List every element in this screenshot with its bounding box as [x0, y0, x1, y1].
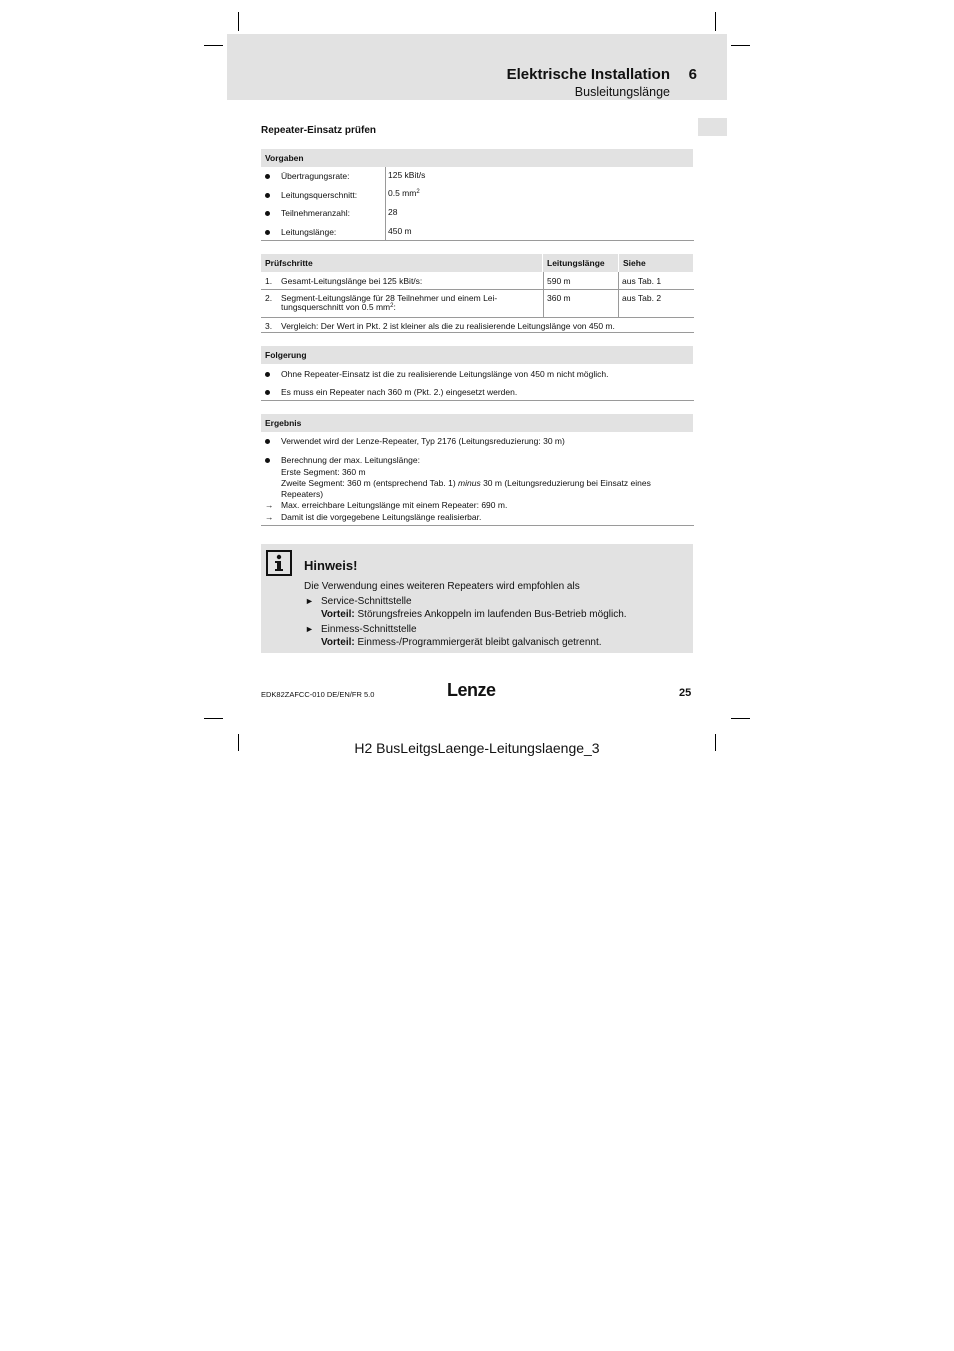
note-item-text: Vorteil: Einmess-/Programmiergerät bleibt galvanisch getrennt. — [321, 637, 602, 648]
table-divider — [618, 272, 619, 317]
vorgaben-value: 0.5 $mm^2$ — [388, 188, 420, 198]
ergebnis-item: Repeaters) — [281, 489, 324, 499]
pruefschritte-header: Prüfschritte — [261, 254, 542, 272]
document-id: EDK82ZAFCC-010 DE/EN/FR 5.0 — [261, 690, 375, 699]
note-item-label: Service-Schnittstelle — [321, 596, 412, 607]
table-rule — [261, 332, 694, 333]
note-item-label: Einmess-Schnittstelle — [321, 624, 417, 635]
ergebnis-item: Berechnung der max. Leitungslänge: — [281, 455, 420, 465]
vorgaben-value: 125 kBit/s — [388, 170, 426, 180]
ergebnis-header: Ergebnis — [261, 414, 693, 432]
step-length: 360 m — [547, 293, 571, 303]
bullet-icon — [265, 372, 270, 377]
ergebnis-item: Zweite Segment: 360 m (entsprechend Tab. 1) minus 30 m (Leitungsreduzierung bei Einsatz eines — [281, 478, 651, 488]
step-number: 1. — [265, 276, 273, 286]
bullet-icon — [265, 458, 270, 463]
page-caption: H2 BusLeitgsLaenge-Leitungslaenge_3 — [354, 740, 600, 756]
table-rule — [261, 525, 694, 526]
ergebnis-result: Max. erreichbare Leitungslänge mit einem Repeater: 690 m. — [281, 500, 508, 510]
step-text: Vergleich: Der Wert in Pkt. 2 ist kleiner als die zu realisierende Leitungslänge von 450 m. — [281, 321, 615, 331]
table-rule — [261, 240, 694, 241]
side-tab-marker — [698, 118, 727, 136]
bullet-icon — [265, 439, 270, 444]
vorgaben-value: 28 — [388, 207, 398, 217]
crop-mark — [715, 12, 716, 31]
arrow-icon: → — [265, 500, 274, 510]
page-header — [227, 34, 727, 100]
note-item-text: Vorteil: Störungsfreies Ankoppeln im laufenden Bus-Betrieb möglich. — [321, 609, 627, 620]
siehe-header: Siehe — [619, 254, 693, 272]
vorgaben-label: Teilnehmeranzahl: — [281, 208, 350, 218]
step-ref: aus Tab. 2 — [622, 293, 662, 303]
triangle-right-icon: ► — [305, 596, 314, 606]
arrow-icon: → — [265, 512, 274, 522]
bullet-icon — [265, 193, 270, 198]
step-number: 2. — [265, 293, 273, 303]
crop-mark — [238, 12, 239, 31]
folgerung-item: Es muss ein Repeater nach 360 m (Pkt. 2.) eingesetzt werden. — [281, 387, 518, 397]
ergebnis-result: Damit ist die vorgegebene Leitungslänge realisierbar. — [281, 512, 482, 522]
page-number: 25 — [679, 687, 692, 699]
bullet-icon — [265, 390, 270, 395]
table-rule — [261, 317, 694, 318]
chapter-number: 6 — [688, 66, 697, 83]
table-rule — [261, 289, 694, 290]
vorgaben-label: Leitungsquerschnitt: — [281, 190, 358, 200]
crop-mark — [204, 718, 223, 719]
folgerung-header: Folgerung — [261, 346, 693, 364]
vorgaben-value: 450 m — [388, 226, 412, 236]
ergebnis-item: Verwendet wird der Lenze-Repeater, Typ 2176 (Leitungsreduzierung: 30 m) — [281, 436, 565, 446]
section-title: Repeater-Einsatz prüfen — [261, 125, 377, 136]
note-title: Hinweis! — [304, 558, 358, 573]
step-number: 3. — [265, 321, 273, 331]
step-text: tungsquerschnitt von 0.5 $mm^2$: — [281, 302, 396, 312]
folgerung-item: Ohne Repeater-Einsatz ist die zu realisierende Leitungslänge von 450 m nicht möglich. — [281, 369, 609, 379]
table-divider — [543, 272, 544, 317]
lenze-logo: Lenze — [447, 680, 496, 700]
bullet-icon — [265, 230, 270, 235]
crop-mark — [204, 45, 223, 46]
bullet-icon — [265, 211, 270, 216]
step-text: Gesamt-Leitungslänge bei 125 kBit/s: — [281, 276, 423, 286]
vorgaben-label: Leitungslänge: — [281, 227, 337, 237]
bullet-icon — [265, 174, 270, 179]
header-subtitle: Busleitungslänge — [574, 85, 670, 99]
ergebnis-item: Erste Segment: 360 m — [281, 467, 366, 477]
leitungslaenge-header: Leitungslänge — [543, 254, 618, 272]
step-ref: aus Tab. 1 — [622, 276, 662, 286]
vorgaben-header: Vorgaben — [261, 149, 693, 167]
table-rule — [261, 400, 694, 401]
header-title: Elektrische Installation — [506, 66, 670, 83]
vorgaben-label: Übertragungsrate: — [281, 171, 350, 181]
triangle-right-icon: ► — [305, 624, 314, 634]
crop-mark — [731, 718, 750, 719]
info-icon — [266, 550, 292, 576]
step-text: Segment-Leitungslänge für 28 Teilnehmer und einem Lei- — [281, 293, 498, 303]
vorgaben-divider — [385, 167, 386, 240]
step-length: 590 m — [547, 276, 571, 286]
crop-mark — [731, 45, 750, 46]
note-intro: Die Verwendung eines weiteren Repeaters wird empfohlen als — [304, 581, 580, 592]
